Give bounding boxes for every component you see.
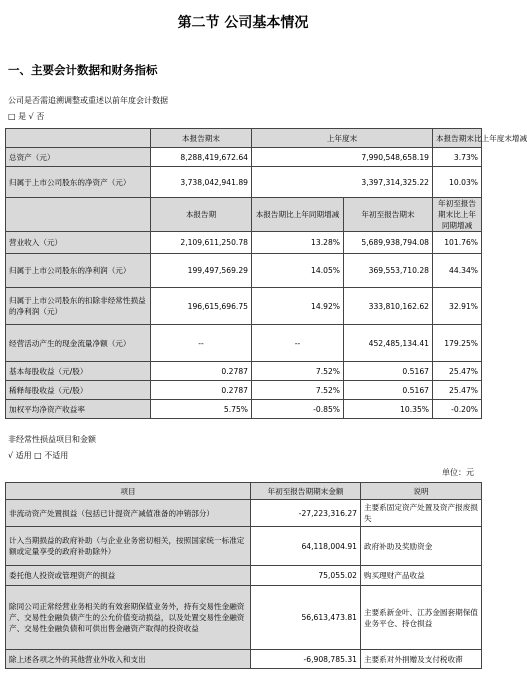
amount-cell: 75,055.02 [251,566,361,586]
table-row [6,381,482,400]
value-cell: -0.85% [252,400,344,419]
table-header-row [6,129,482,148]
table-row [6,527,482,566]
row-label: 经营活动产生的现金流量净额（元） [6,325,151,362]
amount-cell: -6,908,785.31 [251,650,361,669]
section-title: 一、主要会计数据和财务指标 [8,63,158,77]
table-row [6,167,482,198]
note-cell: 购买理财产品收益 [361,566,482,586]
value-cell: 0.2787 [151,381,252,400]
header-cell: 年初至报告期末比上年同期增减 [433,198,482,232]
row-label: 归属于上市公司股东的净资产（元） [6,167,151,198]
value-cell: 3,397,314,325.22 [252,167,433,198]
header-cell [6,129,151,148]
value-cell: 0.5167 [344,362,433,381]
value-cell: 32.91% [433,288,482,325]
value-cell: -- [252,325,344,362]
table-row [6,325,482,362]
value-cell: -- [151,325,252,362]
header-cell: 年初至报告期期末金额 [251,483,361,500]
item-cell: 非流动资产处置损益（包括已计提资产减值准备的冲销部分） [6,500,251,527]
value-cell: 25.47% [433,381,482,400]
item-cell: 除上述各项之外的其他营业外收入和支出 [6,650,251,669]
value-cell: 2,109,611,250.78 [151,232,252,254]
value-cell: 101.76% [433,232,482,254]
value-cell: 10.35% [344,400,433,419]
row-label: 加权平均净资产收益率 [6,400,151,419]
value-cell: 179.25% [433,325,482,362]
row-label: 总资产（元） [6,148,151,167]
value-cell: 0.2787 [151,362,252,381]
value-cell: 3,738,042,941.89 [151,167,252,198]
row-label: 营业收入（元） [6,232,151,254]
nonrecurring-title: 非经常性损益项目和金额 [8,435,96,444]
value-cell: 0.5167 [344,381,433,400]
retro-question: 公司是否需追溯调整或重述以前年度会计数据 [8,96,168,105]
item-cell: 计入当期损益的政府补助（与企业业务密切相关，按照国家统一标准定额或定量享受的政府补助除外） [6,527,251,566]
header-cell: 说明 [361,483,482,500]
value-cell: 25.47% [433,362,482,381]
value-cell: 5,689,938,794.08 [344,232,433,254]
note-cell: 主要系固定资产处置及资产报废损失 [361,500,482,527]
row-label: 归属于上市公司股东的净利润（元） [6,254,151,288]
header-cell: 本报告期末 [151,129,252,148]
header-cell: 项目 [6,483,251,500]
header-cell: 上年度末 [252,129,433,148]
table-row [6,254,482,288]
item-cell: 除同公司正常经营业务相关的有效套期保值业务外，持有交易性金融资产、交易性金融负债产生的公允价值变动损益，以及处置交易性金融资产、交易性金融负债和可供出售金融资产取得的投资收益 [6,586,251,650]
retro-options: □ 是 √ 否 [8,112,45,121]
item-cell: 委托他人投资或管理资产的损益 [6,566,251,586]
amount-cell: -27,223,316.27 [251,500,361,527]
unit-label: 单位：元 [442,468,474,477]
value-cell: 44.34% [433,254,482,288]
value-cell: 452,485,134.41 [344,325,433,362]
table-header-row [6,483,482,500]
value-cell: 369,553,710.28 [344,254,433,288]
value-cell: 199,497,569.29 [151,254,252,288]
table-row [6,650,482,669]
page-title: 第二节 公司基本情况 [177,15,309,31]
note-cell: 主要系对外捐赠及支付税收滞 [361,650,482,669]
value-cell: 8,288,419,672.64 [151,148,252,167]
note-cell: 主要系新金叶、江苏金圆套期保值业务平仓、持仓损益 [361,586,482,650]
table-row [6,288,482,325]
table-row [6,362,482,381]
header-cell: 本报告期 [151,198,252,232]
table-row [6,400,482,419]
value-cell: 7.52% [252,362,344,381]
amount-cell: 64,118,004.91 [251,527,361,566]
nonrecurring-items-table [5,482,482,669]
table-row [6,148,482,167]
value-cell: 5.75% [151,400,252,419]
table-row [6,586,482,650]
amount-cell: 56,613,473.81 [251,586,361,650]
table-row [6,232,482,254]
table-row [6,566,482,586]
header-cell [6,198,151,232]
row-label: 稀释每股收益（元/股） [6,381,151,400]
value-cell: 7,990,548,658.19 [252,148,433,167]
row-label: 基本每股收益（元/股） [6,362,151,381]
table-header-row [6,198,482,232]
value-cell: 14.05% [252,254,344,288]
value-cell: 333,810,162.62 [344,288,433,325]
value-cell: 3.73% [433,148,482,167]
header-cell: 本报告期比上年同期增减 [252,198,344,232]
value-cell: 10.03% [433,167,482,198]
header-cell: 本报告期末比上年度末增减 [433,129,482,148]
header-cell: 年初至报告期末 [344,198,433,232]
value-cell: 7.52% [252,381,344,400]
value-cell: 196,615,696.75 [151,288,252,325]
key-financial-data-table [5,128,527,419]
value-cell: 13.28% [252,232,344,254]
nonrecurring-options: √ 适用 □ 不适用 [8,451,69,460]
table-row [6,500,482,527]
value-cell: -0.20% [433,400,482,419]
row-label: 归属于上市公司股东的扣除非经常性损益的净利润（元） [6,288,151,325]
note-cell: 政府补助及奖励资金 [361,527,482,566]
value-cell: 14.92% [252,288,344,325]
